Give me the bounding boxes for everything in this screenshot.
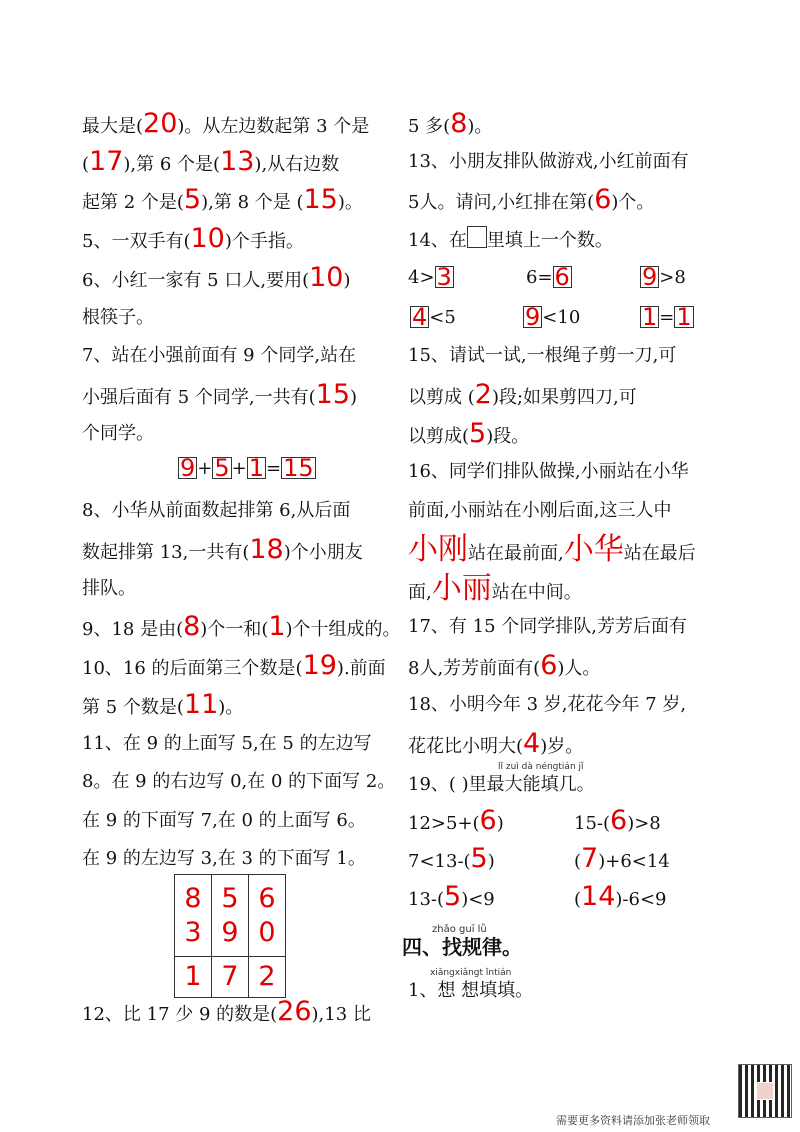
answer: 18 <box>249 534 284 565</box>
grid-cell <box>249 957 286 998</box>
answer-box <box>674 303 693 331</box>
text: + <box>231 458 247 479</box>
text: 以剪成 ( <box>408 387 475 408</box>
answer: 7 <box>221 961 239 992</box>
answer-box <box>553 263 572 291</box>
grid-cell <box>175 957 212 998</box>
answer: 6 <box>540 650 558 681</box>
answer-box <box>410 303 429 331</box>
item <box>408 881 495 913</box>
answer: 26 <box>277 996 312 1027</box>
text: >8 <box>659 267 686 288</box>
text: 站在最后 <box>623 543 696 564</box>
question-7c: 个同学。 <box>82 423 154 444</box>
grid-cell <box>212 875 249 957</box>
answer: 10 <box>309 262 344 293</box>
text: 14、在 <box>408 230 467 251</box>
text: ),第 8 个是 ( <box>201 192 304 213</box>
question-19: 19、( )里最大能填几。 <box>408 774 595 795</box>
answer: 8 <box>450 108 468 139</box>
question-18a: 18、小明今年 3 岁,花花今年 7 岁, <box>408 694 687 715</box>
question-10a <box>82 650 386 681</box>
text: )+6<14 <box>598 851 670 872</box>
item <box>523 305 580 331</box>
answer: 5 <box>469 418 487 449</box>
text: 小强后面有 5 个同学,一共有( <box>82 387 316 408</box>
question-11d: 在 9 的左边写 3,在 3 的下面写 1。 <box>82 848 366 869</box>
text: 12>5+( <box>408 813 480 834</box>
answer: 19 <box>302 650 337 681</box>
item <box>410 305 456 331</box>
text: 8人,芳芳前面有( <box>408 658 541 679</box>
answer-box <box>435 263 454 291</box>
answer-box <box>640 263 659 291</box>
text: ),13 比 <box>311 1004 371 1025</box>
question-7a: 7、站在小强前面有 9 个同学,站在 <box>82 345 357 366</box>
line-l1 <box>82 108 370 139</box>
text: ( <box>82 154 90 175</box>
question-8c: 排队。 <box>82 578 136 599</box>
text: )段;如果剪四刀,可 <box>491 387 637 408</box>
answer: 1 <box>676 303 692 331</box>
question-11c: 在 9 的下面写 7,在 0 的上面写 6。 <box>82 810 366 831</box>
question-13b <box>408 184 655 215</box>
question-10b <box>82 689 244 720</box>
answer: 15 <box>315 379 350 410</box>
text: ) <box>343 270 351 291</box>
equation-box-row <box>178 456 316 482</box>
question-17b <box>408 650 601 681</box>
item <box>574 843 670 875</box>
answer: 8 <box>183 611 201 642</box>
answer: 1 <box>184 961 202 992</box>
question-16c <box>408 532 696 567</box>
text: )个手指。 <box>224 231 304 252</box>
question-15a: 15、请试一试,一根绳子剪一刀,可 <box>408 345 677 366</box>
question-19-row1 <box>408 805 728 836</box>
text: )个一和( <box>200 619 269 640</box>
question-14 <box>408 226 613 252</box>
line-r1 <box>408 108 493 139</box>
text: )。 <box>218 697 244 718</box>
answer: 6 0 <box>258 882 276 948</box>
text: <10 <box>542 307 581 328</box>
text: 里填上一个数。 <box>486 230 613 251</box>
text: )人。 <box>557 658 601 679</box>
answer: 1 <box>268 611 286 642</box>
text: )。 <box>337 192 363 213</box>
question-17a: 17、有 15 个同学排队,芳芳后面有 <box>408 616 687 637</box>
question-14-row1 <box>408 265 728 291</box>
question-16d <box>408 571 582 606</box>
grid-table <box>174 874 286 998</box>
text: 5、一双手有( <box>82 231 191 252</box>
grid-cell <box>175 875 212 957</box>
answer: 小华 <box>563 532 624 567</box>
grid-row <box>175 957 286 998</box>
answer: 5 <box>214 454 230 482</box>
text: = <box>659 307 675 328</box>
answer: 9 <box>525 303 541 331</box>
text: ) <box>487 851 495 872</box>
item <box>408 843 495 875</box>
answer: 6 <box>610 805 628 836</box>
text: 9、18 是由( <box>82 619 184 640</box>
answer: 17 <box>89 146 124 177</box>
text: 10、16 的后面第三个数是( <box>82 658 303 679</box>
question-16a: 16、同学们排队做操,小丽站在小华 <box>408 461 689 482</box>
text: <5 <box>429 307 456 328</box>
text: ),从右边数 <box>254 154 340 175</box>
question-11b: 8。在 9 的右边写 0,在 0 的下面写 2。 <box>82 771 396 792</box>
text: )个。 <box>611 192 655 213</box>
answer-box <box>281 454 316 482</box>
grid-cell <box>249 875 286 957</box>
answer: 2 <box>474 379 492 410</box>
answer-box <box>523 303 542 331</box>
answer: 6 <box>594 184 612 215</box>
answer: 1 <box>248 454 265 482</box>
item <box>574 805 661 837</box>
text: ( <box>574 851 582 872</box>
text: 12、比 17 少 9 的数是( <box>82 1004 278 1025</box>
empty-box <box>467 226 487 248</box>
question-11a: 11、在 9 的上面写 5,在 5 的左边写 <box>82 733 372 754</box>
answer: 10 <box>190 223 225 254</box>
answer: 2 <box>258 961 276 992</box>
question-18b <box>408 728 584 759</box>
pinyin-annotation: xiǎngxiǎngt ǐntián <box>430 968 512 978</box>
question-14-row2 <box>408 305 728 331</box>
text: 花花比小明大( <box>408 736 524 757</box>
text: 5 多( <box>408 116 451 137</box>
text: + <box>197 458 213 479</box>
item <box>526 265 572 291</box>
answer: 5 9 <box>221 882 239 948</box>
question-6 <box>82 262 351 293</box>
answer-box <box>212 454 231 482</box>
text: 起第 2 个是( <box>82 192 184 213</box>
answer: 1 <box>642 303 658 331</box>
question-15c <box>408 418 530 449</box>
pinyin-annotation: zhǎo guī lǜ <box>432 924 487 935</box>
answer: 4 <box>523 728 541 759</box>
question-15b <box>408 379 637 410</box>
text: 6、小红一家有 5 口人,要用( <box>82 270 310 291</box>
text: ).前面 <box>336 658 386 679</box>
text: 7<13-( <box>408 851 471 872</box>
question-12 <box>82 996 371 1027</box>
text: 5人。请问,小红排在第( <box>408 192 595 213</box>
answer: 8 3 <box>184 882 202 948</box>
answer: 5 <box>183 184 202 215</box>
text: ) <box>496 813 504 834</box>
question-6b: 根筷子。 <box>82 307 154 328</box>
text: 面, <box>408 582 432 603</box>
answer: 9 <box>180 454 196 482</box>
answer: 3 <box>436 263 452 291</box>
pinyin-annotation: lǐ zuì dà néngtián jǐ <box>498 762 584 772</box>
text: ) <box>350 387 358 408</box>
text: 15-( <box>574 813 611 834</box>
answer: 14 <box>581 881 616 912</box>
text: = <box>266 458 282 479</box>
answer-box <box>640 303 659 331</box>
question-9 <box>82 611 401 642</box>
answer: 11 <box>183 689 219 720</box>
text: )-6<9 <box>615 889 667 910</box>
text: )。从左边数起第 3 个是 <box>177 116 370 137</box>
question-8b <box>82 534 363 565</box>
answer: 小刚 <box>408 532 468 567</box>
answer: 15 <box>303 184 338 215</box>
question-16b: 前面,小丽站在小刚后面,这三人中 <box>408 500 672 521</box>
question-8a: 8、小华从前面数起排第 6,从后面 <box>82 500 351 521</box>
line-l3 <box>82 184 363 215</box>
answer: 7 <box>581 843 599 874</box>
text: 6= <box>526 267 553 288</box>
question-7b <box>82 379 358 410</box>
text: 站在中间。 <box>491 582 582 603</box>
text: 以剪成( <box>408 426 470 447</box>
answer: 9 <box>642 263 658 291</box>
grid-row <box>175 875 286 957</box>
answer: 5 <box>444 881 462 912</box>
item <box>408 805 504 837</box>
avatar <box>756 1082 774 1100</box>
item <box>408 265 454 291</box>
text: )。 <box>467 116 493 137</box>
section-4-heading: 四、找规律。 <box>402 935 522 959</box>
text: 站在最前面, <box>468 543 564 564</box>
text: 数起排第 13,一共有( <box>82 542 250 563</box>
item <box>574 881 667 913</box>
answer: 13 <box>220 146 255 177</box>
line-l2 <box>82 146 340 177</box>
question-19-row3 <box>408 881 728 912</box>
text: 第 5 个数是( <box>82 697 184 718</box>
answer: 15 <box>283 454 314 482</box>
item <box>640 265 686 291</box>
question-5 <box>82 223 304 254</box>
footer-note: 需要更多资料请添加张老师领取 <box>556 1114 710 1127</box>
answer: 小丽 <box>431 571 492 606</box>
answer: 6 <box>479 805 497 836</box>
grid-cell <box>212 957 249 998</box>
text: )个小朋友 <box>283 542 363 563</box>
answer-box <box>178 454 197 482</box>
text: ( <box>574 889 582 910</box>
text: 4> <box>408 267 435 288</box>
answer: 6 <box>554 263 570 291</box>
item <box>640 305 694 331</box>
answer: 4 <box>412 303 428 331</box>
text: )段。 <box>486 426 530 447</box>
text: )岁。 <box>540 736 584 757</box>
text: )个十组成的。 <box>285 619 401 640</box>
answer: 5 <box>470 843 488 874</box>
text: ),第 6 个是( <box>123 154 221 175</box>
answer: 20 <box>143 108 178 139</box>
text: )<9 <box>461 889 495 910</box>
text: )>8 <box>627 813 661 834</box>
number-grid <box>174 874 286 998</box>
section-4-item-1: 1、想 想填填。 <box>408 980 534 1001</box>
answer-box <box>247 454 266 482</box>
question-13a: 13、小朋友排队做游戏,小红前面有 <box>408 151 689 172</box>
text: 最大是( <box>82 116 144 137</box>
text: 13-( <box>408 889 445 910</box>
question-19-row2 <box>408 843 728 874</box>
